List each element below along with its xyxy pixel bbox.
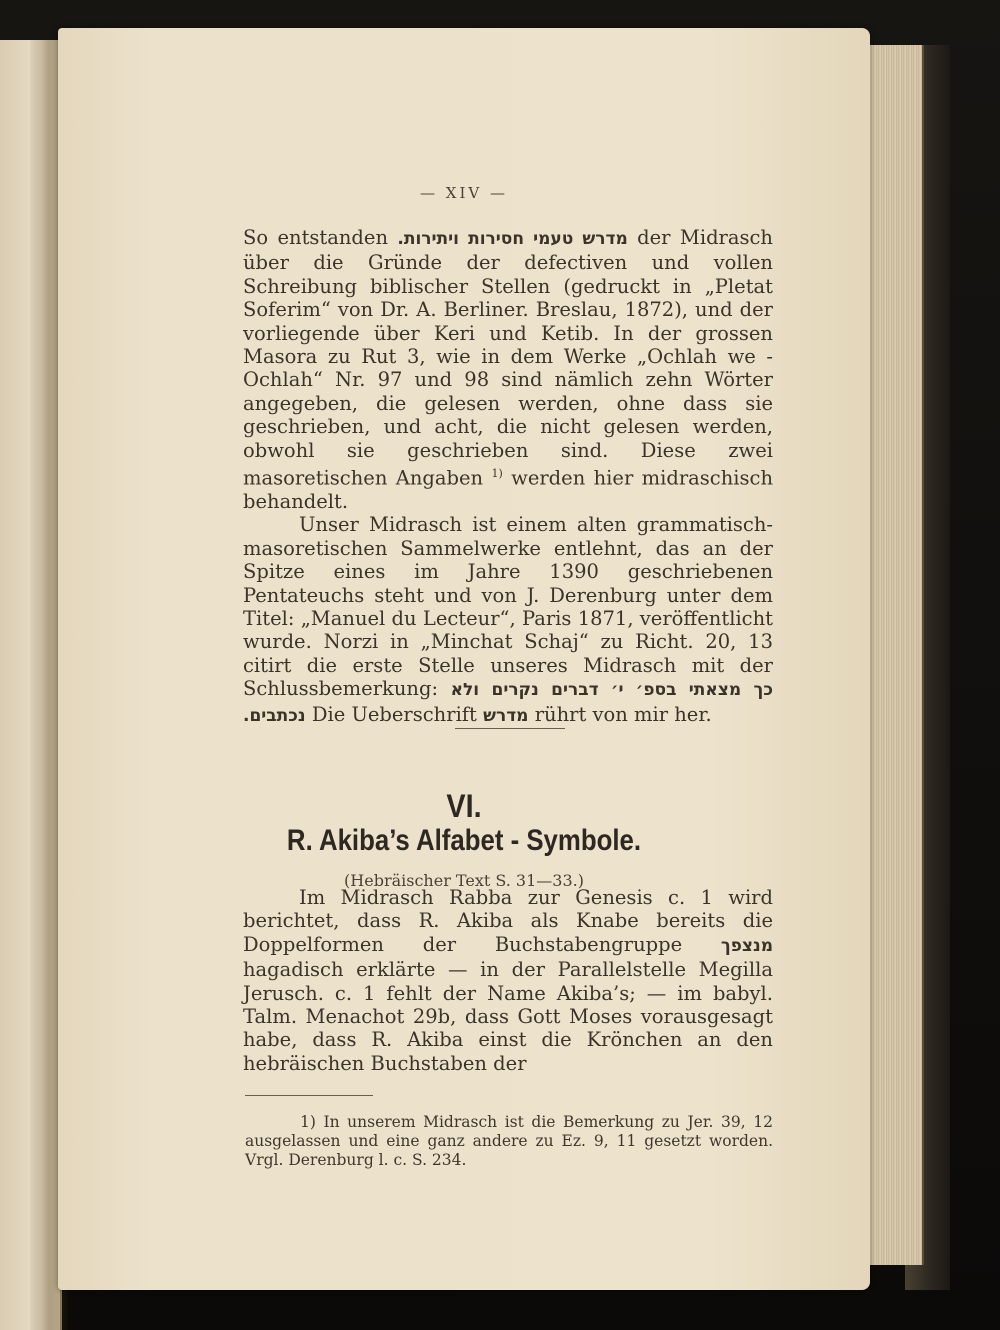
footnote: [245, 1113, 773, 1170]
section-title: R. Akiba’s Alfabet - Symbole.: [286, 824, 642, 857]
section-subtitle: (Hebräischer Text S. 31—33.): [344, 871, 584, 890]
hebrew-word-midrash: מדרש: [483, 705, 529, 726]
footnote-reference: 1): [491, 467, 503, 481]
section-number: VI.: [446, 788, 482, 824]
hebrew-quotation: כך מצאתי בספ׳ י׳ דברים נקרים ולא נכתבים.: [243, 680, 773, 726]
book-page: [58, 28, 870, 1290]
footnote-text: 1) In unserem Midrasch ist die Bemerkung zu Jer. 39, 12 ausgelassen und eine ganz andere zu Ez. 9, 11 gesetzt worden. Vrgl. Derenburg l. c. S. 234.: [245, 1113, 773, 1169]
paragraph-2-end: rührt von mir her.: [534, 702, 712, 726]
paragraph-2-pre: Unser Midrasch ist einem alten grammatisch-masoretischen Sammelwerke entlehnt, das an der Spitze eines im Jahre 1390 geschriebenen Pentateuchs steht und von J. Derenburg unter dem Titel: „Manuel du Lecteur“, Paris 1871, veröffentlicht wurde. Norzi in „Minchat Schaj“ zu Richt. 20, 13 citirt die erste Stelle unseres Midrasch mit der Schlussbemerkung:: [243, 513, 773, 701]
paragraph-2: [243, 513, 773, 728]
paragraph-2-mid: Die Ueberschrift: [311, 702, 477, 726]
paragraph-3: [243, 886, 773, 1075]
paragraph-1-end: werden hier midraschisch behandelt.: [243, 466, 774, 513]
body-text-lower: [243, 886, 773, 1075]
paragraph-3-post: hagadisch erklärte — in der Parallelstelle Megilla Jerusch. c. 1 fehlt der Name Akiba’s; — im babyl. Talm. Menachot 29b, dass Gott Moses vorausgesagt habe, dass R. Akiba einst die Krönchen an den hebräischen Buchstaben der: [243, 958, 773, 1075]
hebrew-title-midrash: מדרש טעמי חסירות ויתירות.: [397, 229, 628, 249]
running-head: — XIV —: [420, 184, 508, 202]
paragraph-3-pre: Im Midrasch Rabba zur Genesis c. 1 wird berichtet, dass R. Akiba als Knabe bereits die Doppelformen der Buchstabengruppe: [243, 886, 773, 956]
hebrew-letter-group: מנצפך: [720, 935, 774, 956]
paragraph-1-pre: So entstanden: [243, 226, 389, 249]
paragraph-1: [243, 226, 773, 513]
page-stack-edges: [862, 45, 924, 1265]
paragraph-1-post: der Midrasch über die Gründe der defectiven und vollen Schreibung biblischer Stellen (gedruckt in „Pletat Soferim“ von Dr. A. Berliner. Breslau, 1872), und der vorliegende über Keri und Ketib. In der grossen Masora zu Rut 3, wie in dem Werke „Ochlah we - Ochlah“ Nr. 97 und 98 sind nämlich zehn Wörter angegeben, die gelesen werden, ohne dass sie geschrieben, und acht, die nicht gelesen werden, obwohl sie geschrieben sind. Diese zwei masoretischen Angaben: [243, 226, 773, 490]
body-text-upper: [243, 226, 773, 728]
footnote-rule: [245, 1095, 373, 1096]
section-divider: [455, 728, 565, 729]
